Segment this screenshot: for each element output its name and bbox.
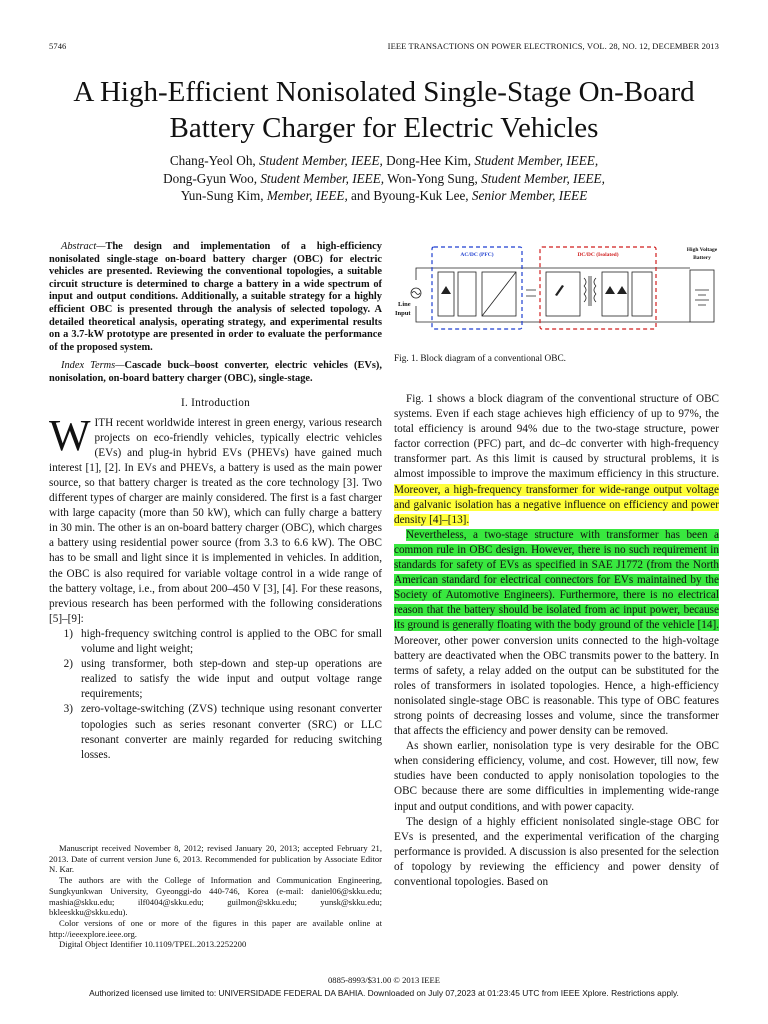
line-input-label-1: Line [398,301,411,308]
author-role: Student Member, IEEE, [481,170,605,186]
journal-header: IEEE TRANSACTIONS ON POWER ELECTRONICS, VOL. 28, NO. 12, DECEMBER 2013 [387,41,719,51]
list-item [49,627,382,657]
abstract-text: The design and implementation of a high-efficiency nonisolated single-stage on-board battery charger (OBC) for electric vehicles are presented. Reviewing the conventional topologies, a suitable circuit structure is determined to charge a battery in a wide spectrum of input and output conditions. Additionally, a suitable strategy for a highly efficient OBC is presented through the analysis of selected topology. A detailed theoretical analysis, operating strategy, and experimental results on a 3.7-kW prototype are presented in order to evaluate the performance of the proposed system. [49,241,382,353]
footnote-doi: Digital Object Identifier 10.1109/TPEL.2013.2252200 [59,939,247,950]
abstract-label: Abstract— [61,241,106,252]
ac-wave-icon [412,292,420,295]
green-highlight: Nevertheless, a two-stage structure with transformer has been a common rule in OBC design. However, there is no such requirement in standards for safety of EVs as specified in SAE J1772 (from the North American standard for electrical connectors for EVs maintained by the Society of Automotive Engineers). Furthermore, there is no electrical reason that the battery should be isolated from ac input power, because its ground is generally floating with the body ground of the vehicle [14]. [394,528,719,632]
dc-link-capacitor-icon [526,290,536,296]
top-wire [416,268,656,280]
author-role: Senior Member, IEEE [471,188,588,203]
block-diagram-figure [394,240,724,334]
author-name: Yun-Sung Kim, [180,188,264,203]
author-role: Student Member, IEEE, [474,153,599,168]
paper-title [0,74,768,146]
paragraph-text: Fig. 1 shows a block diagram of the conventional structure of OBC systems. Even if each stage achieves high efficiency of up to 97%, the total efficiency is around 94% due to the two-stage structure, power factor correction (PFC) part, and dc–dc converter with high-frequency transformer part. As this limit is caused by structural problems, it is almost impossible to improve the maximum efficiency in this structure. [394,393,719,481]
diode-icon [441,286,451,294]
diode-icon [617,286,627,294]
dcdc-label: DC/DC (Isolated) [577,252,619,258]
drop-cap: W [49,410,91,460]
battery-wire [656,268,690,322]
author-name: and Byoung-Kuk Lee, [351,188,469,203]
list-number: 3) [63,703,73,716]
dcdc-region [540,247,656,329]
right-paragraph-3: As shown earlier, nonisolation type is very desirable for the OBC when considering efficiency, volume, and cost. However, till now, few studies have been conducted to apply nonisolation topologies to the OBC because there are some difficulties in implementing wide-range input and output conditions, and with power capacity. [394,740,719,813]
left-column [49,241,382,763]
index-terms-label: Index Terms— [61,360,125,372]
author-line-1 [0,152,768,170]
right-paragraph-4: The design of a highly efficient nonisolated single-stage OBC for EVs is presented, and the experimental verification of the charging performance is provided. A discussion is also presented for the selection of topology by reviewing the efficiency and power density of conventional topologies. Based on [394,815,719,888]
acdc-label: AC/DC (PFC) [460,252,494,258]
list-number: 1) [63,627,73,640]
battery-label-line-2: Battery [693,255,711,261]
switch-icon [555,285,564,296]
copyright-line: 0885-8993/$31.00 © 2013 IEEE [327,975,441,985]
paragraph-text: Moreover, other power conversion units connected to the high-voltage battery are deactivated when the OBC transmits power to the battery. In terms of safety, a relay added on the output can be substituted for the roles of transformers in isolated topologies. Hence, a high-efficiency nonisolated single-stage OBC is reasonable. This type of OBC features strong points of decreasing losses and volume, since the transformer that affects the efficiency and power density can be removed. [394,634,719,738]
title-line-1: A High-Efficient Nonisolated Single-Stage On-Board [73,76,695,108]
author-line-2 [0,170,768,188]
section-heading: I. Introduction [180,396,251,409]
author-name: Dong-Gyun Woo, [163,170,258,186]
line-input-label-2: Input [395,310,411,317]
intro-paragraph [49,410,382,627]
right-paragraph-1 [394,392,719,528]
battery-icon [695,290,709,305]
list-text: zero-voltage-switching (ZVS) technique using resonant converter topologies such as series resonant converter (SRC) or LLC resonant converter are mainly regarded for reducing switching losses. [81,703,382,761]
bottom-wire [416,306,656,322]
index-terms-text: Cascade buck–boost converter, electric vehicles (EVs), nonisolation, on-board battery charger (OBC), single-stage. [49,360,382,384]
yellow-highlight: Moreover, a high-frequency transformer for wide-range output voltage and galvanic isolation has a negative influence on efficiency and power density [4]–[13]. [394,483,719,526]
inverter-block [546,272,580,316]
author-role: Student Member, IEEE, [259,153,383,168]
list-item [49,702,382,762]
right-column [394,392,719,890]
output-filter-block [632,272,652,316]
author-line-3 [0,187,768,205]
converter-diagonal [482,272,516,316]
list-number: 2) [63,658,73,671]
list-text: high-frequency switching control is applied to the OBC for small volume and light weight; [81,627,382,656]
index-terms [49,360,382,385]
transformer-secondary-icon [594,278,596,302]
license-notice: Authorized licensed use limited to: UNIVERSIDADE FEDERAL DA BAHIA. Downloaded on July 07,2023 at 01:23:45 UTC from IEEE Xplore. Restrictions apply. [89,988,679,998]
pfc-block [458,272,476,316]
footnote-color: Color versions of one or more of the figures in this paper are available online at http://ieeexplore.ieee.org. [49,917,382,939]
list-text: using transformer, both step-down and step-up operations are realized to satisfy the wide input and output voltage range requirements; [81,658,382,701]
intro-text: ITH recent worldwide interest in green energy, various research projects on eco-friendly vehicles, typically electric vehicles (EVs) and plug-in hybrid EVs (PHEVs) have gained much interest [1], [2]. In EVs and PHEVs, a battery is used as the main power source, so that battery charger is treated as the core technology [3]. Two different types of charger are mainly considered. The first is a fast charger with large capacity (more than 50 kW), which can fully charge a battery in 30 min. The other is an on-board battery charger (OBC), which charges a battery using residential power source (from 3.3 to 6.6 kW). The OBC has to be small and light since it is implemented in vehicles. In addition, the OBC is also required for variable voltage control in a wide range of the battery voltage, i.e., from about 200–450 V [3], [4]. For these reasons, previous research has been performed with the following considerations [5]–[9]: [49,416,382,625]
footnote-received: Manuscript received November 8, 2012; revised January 20, 2013; accepted February 21, 2013. Date of current version June 6, 2013. Recommended for publication by Associate Editor N. Kar. [49,843,382,875]
battery-label-line-1: High Voltage [686,247,718,253]
figure-caption: Fig. 1. Block diagram of a conventional OBC. [394,354,566,364]
author-role: Student Member, IEEE, [260,170,385,186]
author-name: Chang-Yeol Oh, [169,153,256,168]
title-line-2: Battery Charger for Electric Vehicles [169,112,599,144]
transformer-primary-icon [584,278,586,302]
author-name: Won-Yong Sung, [387,170,478,186]
author-role: Member, IEEE, [266,188,348,203]
footnote-affiliation: The authors are with the College of Information and Communication Engineering, Sungkyunkwan University, Gyeonggi-do 440-746, Korea (e-mail: daniel06@skku.edu; mashia@skku.edu; ilf0404@skku.edu; guilmon@skku.edu; yunsk@skku.edu; bkleeskku@skku.edu). [49,875,382,918]
battery-block [690,270,714,322]
page-number: 5746 [49,41,67,51]
author-name: Dong-Hee Kim, [386,153,472,168]
diode-icon [605,286,615,294]
abstract [49,241,382,354]
right-paragraph-2 [394,528,719,739]
list-item [49,657,382,702]
author-list [0,152,768,205]
footnotes [49,843,382,950]
transformer-core-icon [589,276,591,306]
